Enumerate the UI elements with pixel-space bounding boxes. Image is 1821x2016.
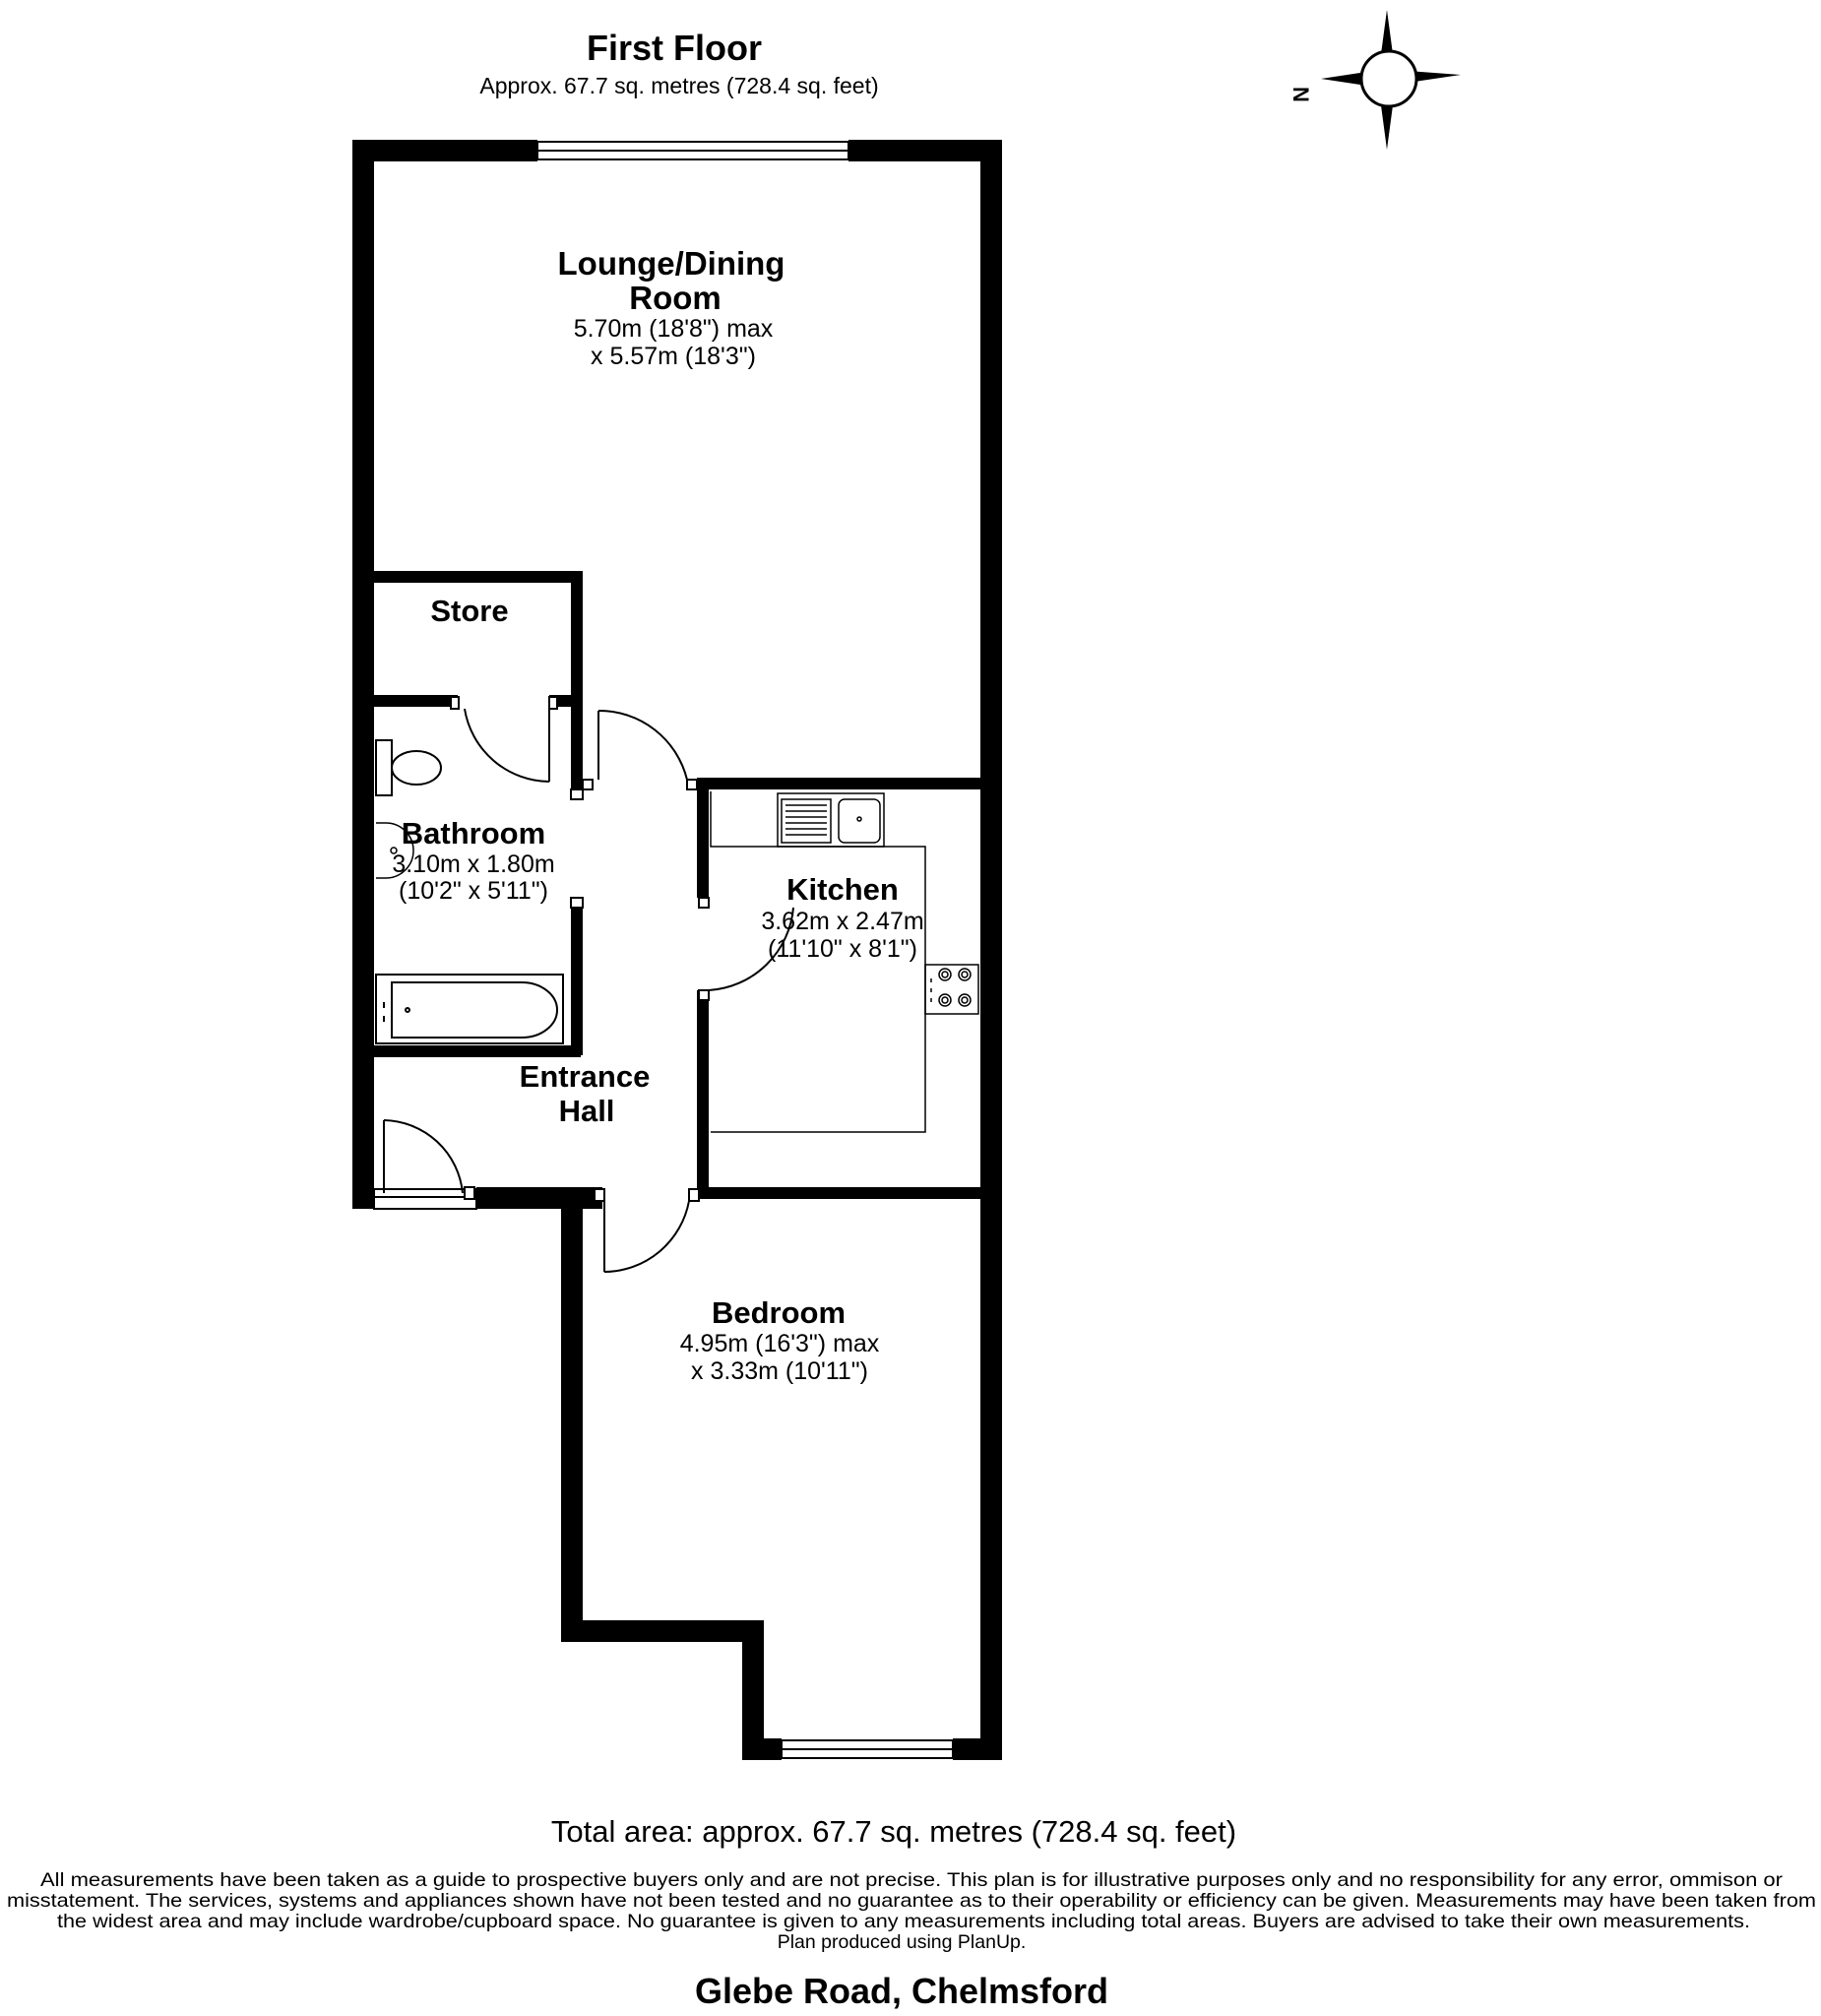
room-store: [430, 594, 508, 628]
bath-icon: [376, 975, 563, 1043]
window-bedroom: [782, 1740, 953, 1758]
lounge-dim-line2: x 5.57m (18'3"): [591, 343, 756, 370]
lounge-name-line2: Room: [629, 280, 722, 316]
property-address: Glebe Road, Chelmsford: [694, 1971, 1109, 2011]
toilet-icon: [376, 740, 441, 795]
disclaimer-line-3: the widest area and may include wardrobe/cupboard space. No guarantee is given to any measurements including total areas. Buyers are advised to take their own measurements.: [57, 1911, 1750, 1932]
floor-area: Approx. 67.7 sq. metres (728.4 sq. feet): [479, 73, 879, 98]
bathroom-dim-line2: (10'2" x 5'11"): [399, 877, 548, 905]
bedroom-name: Bedroom: [711, 1295, 847, 1330]
disclaimer-line-1: All measurements have been taken as a guide to prospective buyers only and are not precise. This plan is for illustrative purposes only and no responsibility for any error, ommison or: [40, 1869, 1784, 1891]
compass-north-label: N: [1288, 87, 1313, 102]
disclaimer: [7, 1869, 1816, 1953]
sink-icon: [778, 793, 884, 847]
door-bathroom: [571, 789, 583, 908]
bathroom-dim-line1: 3.10m x 1.80m: [392, 850, 555, 878]
lounge-dim-line1: 5.70m (18'8") max: [573, 315, 774, 343]
door-lounge: [583, 711, 697, 789]
kitchen-name: Kitchen: [786, 872, 899, 907]
disclaimer-line-2: misstatement. The services, systems and appliances shown have not been tested and no guarantee as to their operability or efficiency can be given. Measurements may have been taken from: [7, 1890, 1816, 1912]
room-bathroom: [392, 816, 554, 905]
kitchen-dim-line2: (11'10" x 8'1"): [768, 935, 917, 963]
store-name: Store: [430, 594, 509, 628]
entrance-name-line2: Hall: [558, 1094, 615, 1128]
disclaimer-line-4: Plan produced using PlanUp.: [777, 1931, 1027, 1953]
bedroom-dim-line1: 4.95m (16'3") max: [679, 1330, 880, 1357]
hob-icon: [925, 965, 978, 1014]
kitchen-dim-line1: 3.62m x 2.47m: [761, 908, 924, 935]
floor-title: First Floor: [587, 28, 762, 68]
bedroom-dim-line2: x 3.33m (10'11"): [691, 1357, 868, 1385]
entrance-name-line1: Entrance: [519, 1059, 651, 1094]
window-lounge: [537, 142, 848, 159]
bathroom-name: Bathroom: [401, 816, 546, 850]
door-bedroom: [595, 1189, 699, 1272]
room-bedroom: [680, 1295, 880, 1385]
room-lounge: [558, 245, 785, 370]
compass-icon: [1288, 10, 1461, 150]
door-front: [374, 1120, 476, 1209]
lounge-name-line1: Lounge/Dining: [557, 245, 785, 282]
total-area: Total area: approx. 67.7 sq. metres (728.4 sq. feet): [550, 1814, 1237, 1849]
door-store: [451, 697, 557, 782]
room-kitchen: [761, 872, 923, 963]
room-entrance-hall: [520, 1059, 651, 1128]
